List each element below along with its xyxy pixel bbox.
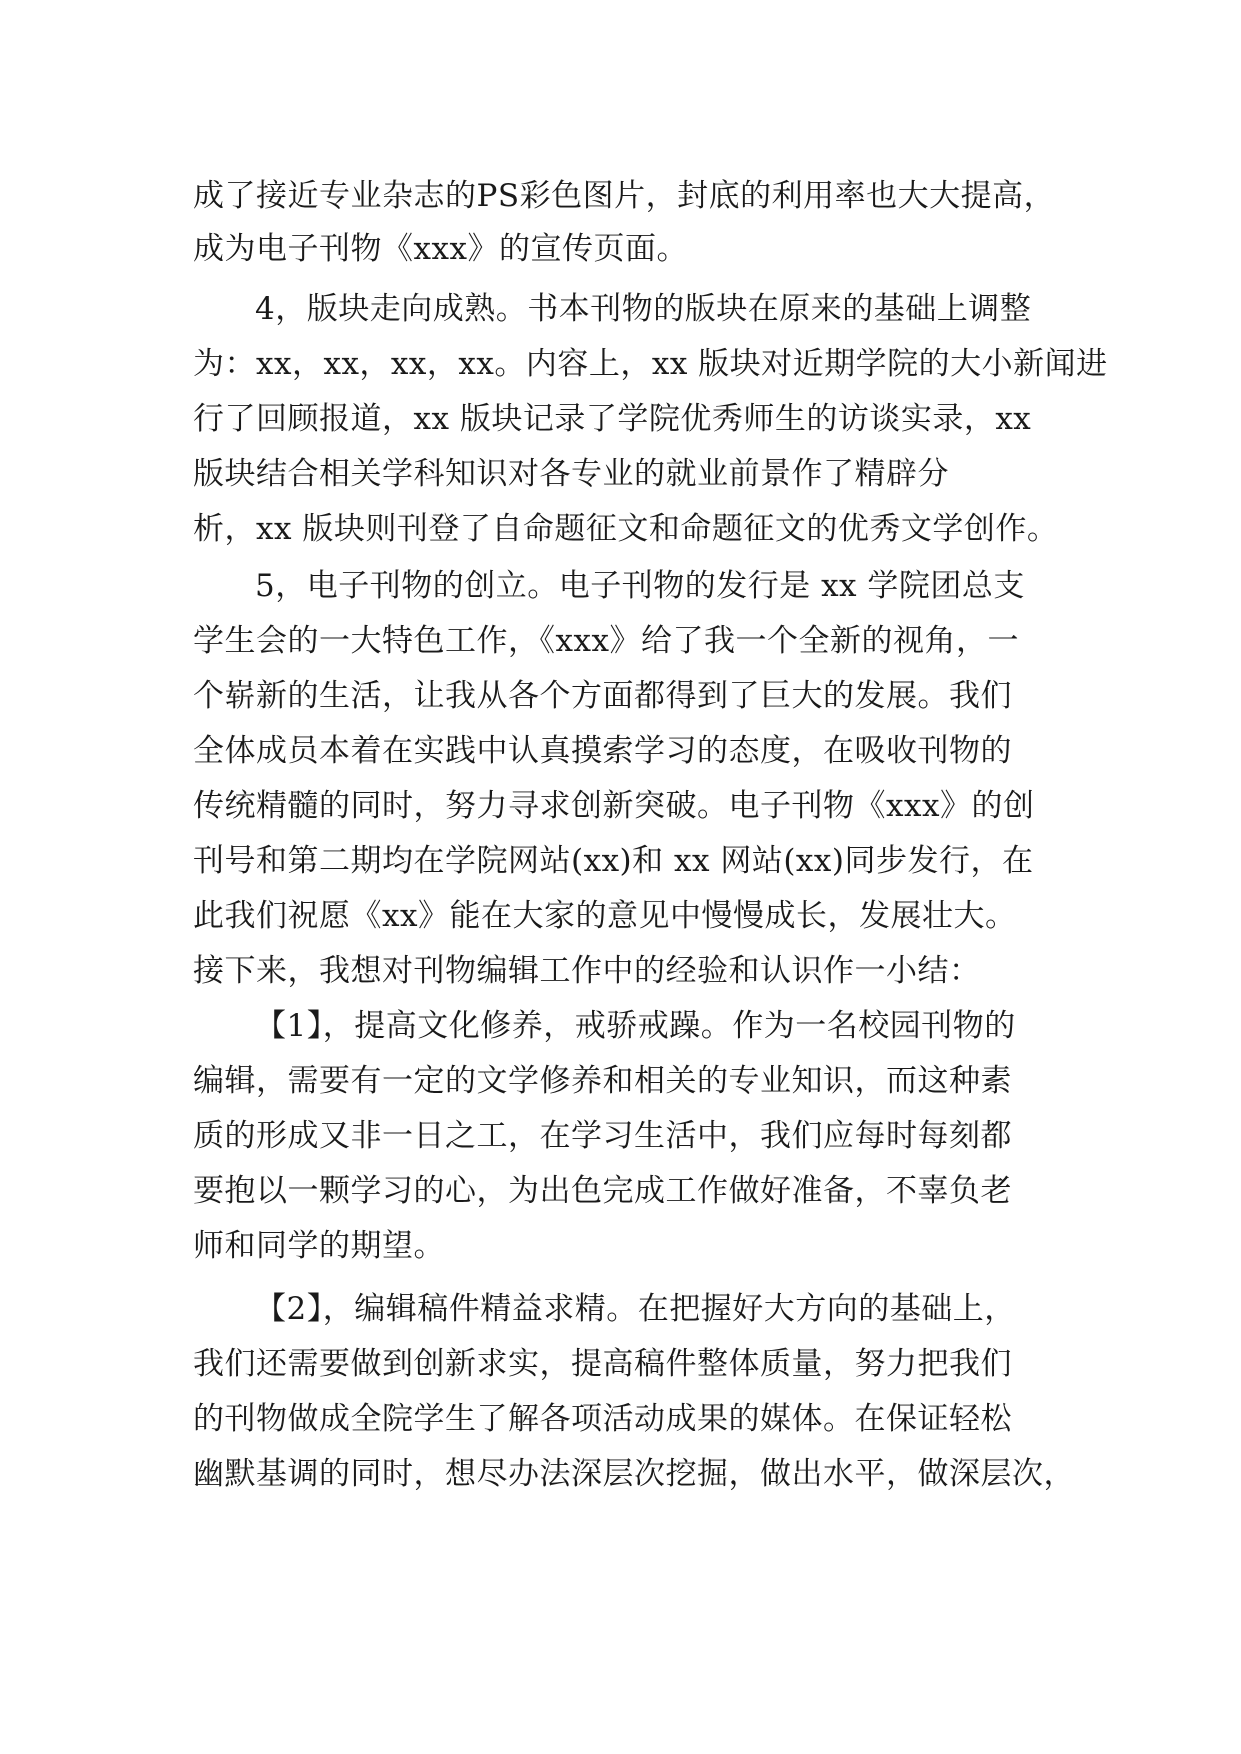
text-line: 要抱以一颗学习的心，为出色完成工作做好准备，不辜负老 xyxy=(193,1173,1012,1209)
text-line: 刊号和第二期均在学院网站(xx)和 xx 网站(xx)同步发行，在 xyxy=(193,843,1034,879)
text-line: 编辑，需要有一定的文学修养和相关的专业知识，而这种素 xyxy=(193,1063,1012,1099)
text-line: 的刊物做成全院学生了解各项活动成果的媒体。在保证轻松 xyxy=(193,1401,1012,1437)
text-line: 接下来，我想对刊物编辑工作中的经验和认识作一小结： xyxy=(193,953,981,989)
text-line: 版块结合相关学科知识对各专业的就业前景作了精辟分 xyxy=(193,456,949,492)
paragraph-start-line: 4，版块走向成熟。书本刊物的版块在原来的基础上调整 xyxy=(255,291,1032,327)
paragraph-start-line: 【1】，提高文化修养，戒骄戒躁。作为一名校园刊物的 xyxy=(255,1008,1016,1044)
text-line: 幽默基调的同时，想尽办法深层次挖掘，做出水平，做深层次， xyxy=(193,1456,1075,1492)
text-line: 为：xx，xx，xx，xx。内容上，xx 版块对近期学院的大小新闻进 xyxy=(193,346,1108,382)
text-line: 学生会的一大特色工作，《xxx》给了我一个全新的视角，一 xyxy=(193,623,1019,659)
text-line: 成为电子刊物《xxx》的宣传页面。 xyxy=(193,231,688,267)
text-line: 析，xx 版块则刊登了自命题征文和命题征文的优秀文学创作。 xyxy=(193,511,1059,547)
text-line: 成了接近专业杂志的PS彩色图片，封底的利用率也大大提高， xyxy=(193,178,1056,214)
text-line: 我们还需要做到创新求实，提高稿件整体质量，努力把我们 xyxy=(193,1346,1012,1382)
text-line: 师和同学的期望。 xyxy=(193,1228,445,1264)
text-line: 质的形成又非一日之工，在学习生活中，我们应每时每刻都 xyxy=(193,1118,1012,1154)
text-line: 个崭新的生活，让我从各个方面都得到了巨大的发展。我们 xyxy=(193,678,1012,714)
paragraph-start-line: 【2】，编辑稿件精益求精。在把握好大方向的基础上， xyxy=(255,1291,1016,1327)
paragraph-start-line: 5，电子刊物的创立。电子刊物的发行是 xx 学院团总支 xyxy=(255,568,1025,604)
text-line: 全体成员本着在实践中认真摸索学习的态度，在吸收刊物的 xyxy=(193,733,1012,769)
text-line: 此我们祝愿《xx》能在大家的意见中慢慢成长，发展壮大。 xyxy=(193,898,1017,934)
text-line: 行了回顾报道，xx 版块记录了学院优秀师生的访谈实录，xx xyxy=(193,401,1032,437)
text-line: 传统精髓的同时，努力寻求创新突破。电子刊物《xxx》的创 xyxy=(193,788,1035,824)
